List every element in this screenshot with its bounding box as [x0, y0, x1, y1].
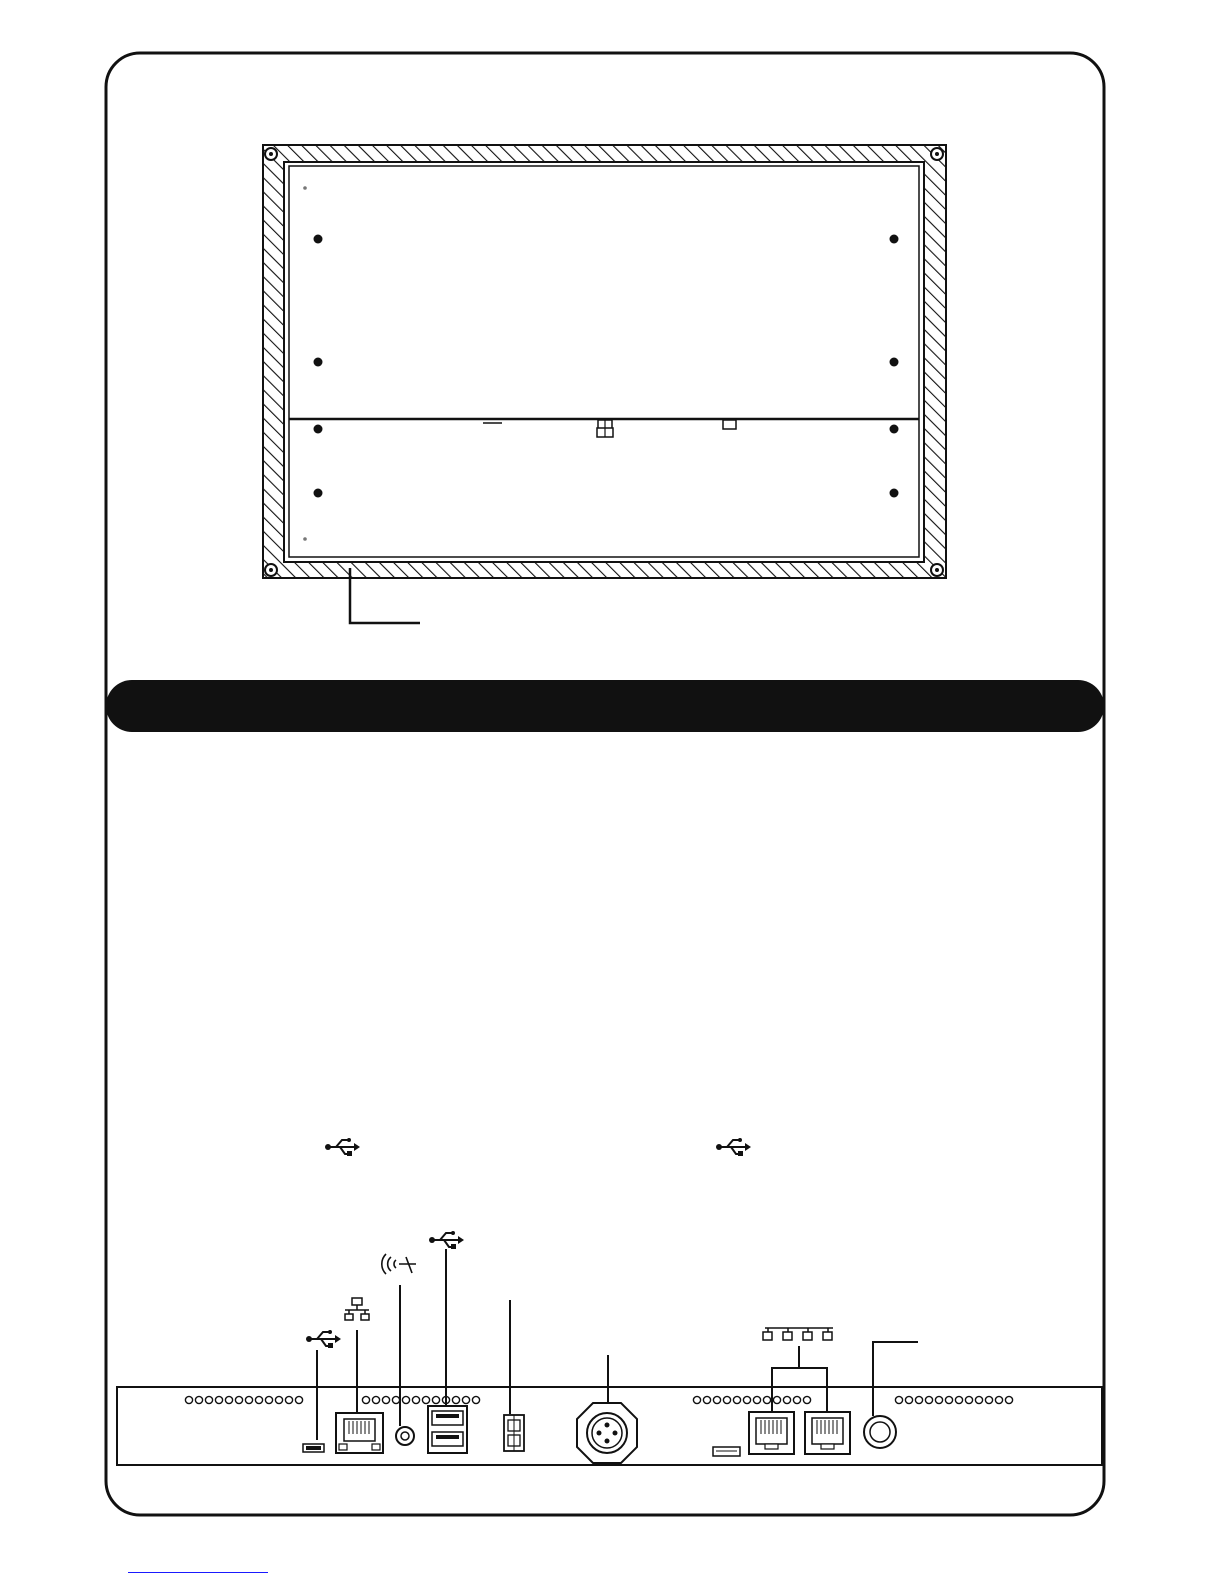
- mounting-hole: [890, 425, 899, 434]
- ethernet-port: [336, 1413, 383, 1453]
- vent-hole: [723, 1396, 730, 1403]
- vent-hole: [703, 1396, 710, 1403]
- mounting-hole: [890, 235, 899, 244]
- vent-hole: [965, 1396, 972, 1403]
- corner-screw: [931, 564, 943, 576]
- corner-screw: [265, 564, 277, 576]
- vent-hole: [773, 1396, 780, 1403]
- mounting-hole: [890, 358, 899, 367]
- round-power-connector: [577, 1403, 637, 1463]
- usb-icon: [429, 1231, 464, 1249]
- vent-hole: [915, 1396, 922, 1403]
- mounting-hole: [314, 425, 323, 434]
- mounting-hole: [314, 358, 323, 367]
- vent-hole: [763, 1396, 770, 1403]
- usb-icon: [716, 1138, 751, 1156]
- vent-hole: [245, 1396, 252, 1403]
- mounting-hole: [314, 489, 323, 498]
- vent-hole: [362, 1396, 369, 1403]
- vent-hole: [392, 1396, 399, 1403]
- vent-hole: [382, 1396, 389, 1403]
- vent-hole: [905, 1396, 912, 1403]
- front-view: [263, 145, 946, 623]
- vent-hole: [225, 1396, 232, 1403]
- corner-screw: [265, 148, 277, 160]
- inner-panel: [289, 166, 919, 557]
- vent-hole: [265, 1396, 272, 1403]
- rj45-port-1: [749, 1412, 794, 1454]
- vent-hole: [255, 1396, 262, 1403]
- vent-hole: [895, 1396, 902, 1403]
- indicator-dot: [303, 537, 307, 541]
- vent-hole: [205, 1396, 212, 1403]
- vent-hole: [985, 1396, 992, 1403]
- terminal-connector: [504, 1415, 524, 1451]
- vent-hole: [793, 1396, 800, 1403]
- section-banner: [106, 680, 1104, 732]
- round-button: [864, 1416, 896, 1448]
- card-slot: [713, 1447, 740, 1456]
- vent-hole: [753, 1396, 760, 1403]
- vent-hole: [275, 1396, 282, 1403]
- vent-hole: [235, 1396, 242, 1403]
- corner-screw: [931, 148, 943, 160]
- vent-hole: [995, 1396, 1002, 1403]
- indicator-dot: [303, 186, 307, 190]
- vent-hole: [743, 1396, 750, 1403]
- network-icon: [345, 1298, 369, 1320]
- audio-jack: [396, 1427, 414, 1445]
- vent-hole: [472, 1396, 479, 1403]
- vent-hole: [195, 1396, 202, 1403]
- vent-hole: [432, 1396, 439, 1403]
- vent-hole: [955, 1396, 962, 1403]
- vent-hole: [783, 1396, 790, 1403]
- vent-hole: [412, 1396, 419, 1403]
- connector-stub: [597, 420, 613, 437]
- vent-hole: [422, 1396, 429, 1403]
- vent-hole: [945, 1396, 952, 1403]
- mini-usb-port: [303, 1444, 324, 1452]
- vent-hole: [713, 1396, 720, 1403]
- vent-hole: [693, 1396, 700, 1403]
- network-bus-icon: [763, 1328, 833, 1340]
- vent-hole: [295, 1396, 302, 1403]
- vent-hole: [452, 1396, 459, 1403]
- vent-hole: [975, 1396, 982, 1403]
- rj45-port-2: [805, 1412, 850, 1454]
- mounting-hole: [890, 489, 899, 498]
- vent-hole: [215, 1396, 222, 1403]
- rear-panel: [117, 1249, 1102, 1465]
- vent-hole: [372, 1396, 379, 1403]
- usb-icon: [325, 1138, 360, 1156]
- vent-hole: [285, 1396, 292, 1403]
- tab-mark: [723, 420, 736, 429]
- footer-link-underline: [128, 1572, 268, 1573]
- vent-hole: [925, 1396, 932, 1403]
- usb-icon: [306, 1330, 341, 1348]
- vent-hole: [1005, 1396, 1012, 1403]
- vent-hole: [935, 1396, 942, 1403]
- vent-hole: [185, 1396, 192, 1403]
- vent-hole: [462, 1396, 469, 1403]
- vent-hole: [733, 1396, 740, 1403]
- vent-hole: [803, 1396, 810, 1403]
- dual-usb-port: [428, 1406, 467, 1453]
- audio-icon: [382, 1254, 416, 1274]
- vent-hole: [402, 1396, 409, 1403]
- mounting-hole: [314, 235, 323, 244]
